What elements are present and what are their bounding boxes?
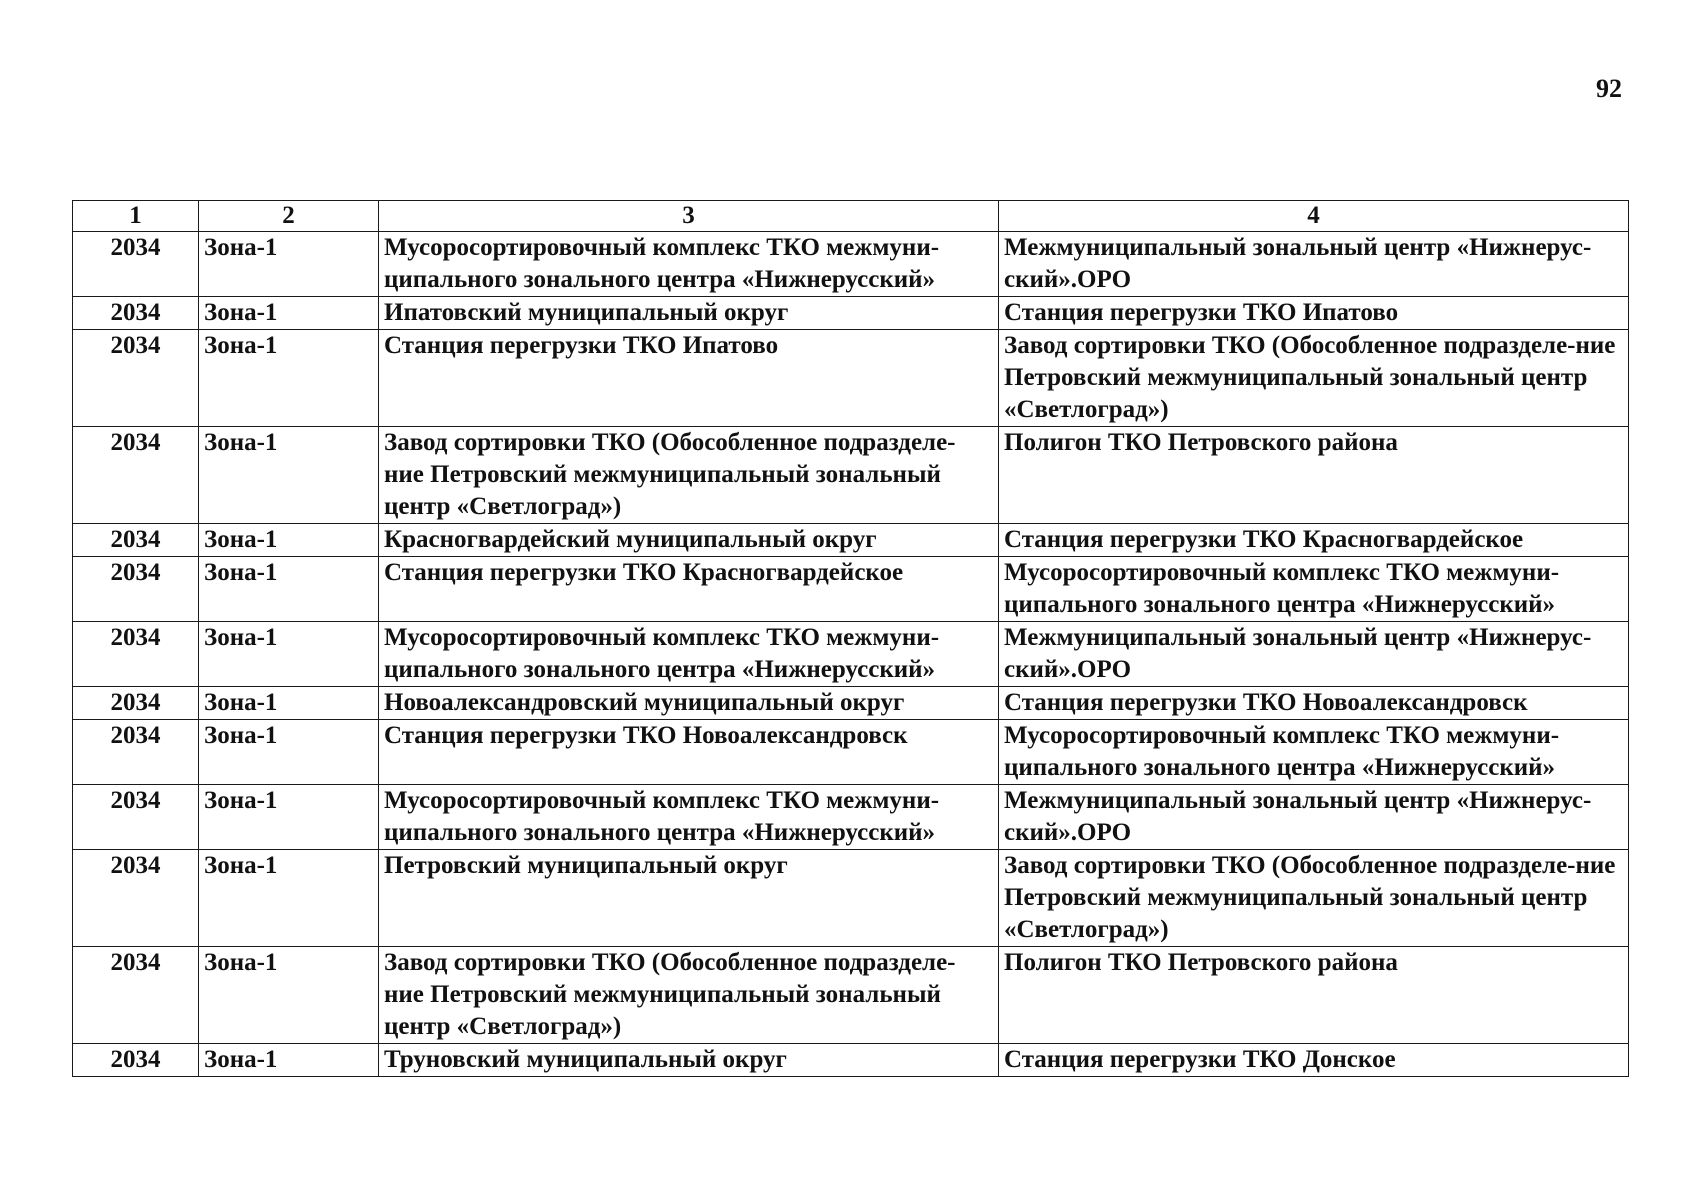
year-cell: 2034 — [73, 1044, 199, 1077]
destination-cell: Полигон ТКО Петровского района — [999, 947, 1629, 1044]
year-cell: 2034 — [73, 427, 199, 524]
destination-cell: Станция перегрузки ТКО Ипатово — [999, 297, 1629, 330]
table-row — [73, 785, 1629, 850]
table-row — [73, 850, 1629, 947]
table-row — [73, 687, 1629, 720]
table-row — [73, 427, 1629, 524]
table-row — [73, 232, 1629, 297]
source-cell: Ипатовский муниципальный округ — [379, 297, 999, 330]
table-row — [73, 557, 1629, 622]
year-cell: 2034 — [73, 947, 199, 1044]
year-cell: 2034 — [73, 297, 199, 330]
source-cell: Мусоросортировочный комплекс ТКО межмуни-ципального зонального центра «Нижнерусский» — [379, 785, 999, 850]
zone-cell: Зона-1 — [199, 1044, 379, 1077]
source-cell: Петровский муниципальный округ — [379, 850, 999, 947]
destination-cell: Завод сортировки ТКО (Обособленное подразделе-ние Петровский межмуниципальный зональный центр «Светлоград») — [999, 330, 1629, 427]
destination-cell: Мусоросортировочный комплекс ТКО межмуни-ципального зонального центра «Нижнерусский» — [999, 720, 1629, 785]
year-cell: 2034 — [73, 232, 199, 297]
year-cell: 2034 — [73, 622, 199, 687]
zone-cell: Зона-1 — [199, 427, 379, 524]
source-cell: Труновский муниципальный округ — [379, 1044, 999, 1077]
source-cell: Мусоросортировочный комплекс ТКО межмуни-ципального зонального центра «Нижнерусский» — [379, 232, 999, 297]
zone-cell: Зона-1 — [199, 297, 379, 330]
zone-cell: Зона-1 — [199, 947, 379, 1044]
zone-cell: Зона-1 — [199, 524, 379, 557]
zone-cell: Зона-1 — [199, 720, 379, 785]
destination-cell: Станция перегрузки ТКО Новоалександровск — [999, 687, 1629, 720]
column-header-4: 4 — [999, 201, 1629, 232]
source-cell: Станция перегрузки ТКО Красногвардейское — [379, 557, 999, 622]
destination-cell: Межмуниципальный зональный центр «Нижнерус-ский».ОРО — [999, 232, 1629, 297]
year-cell: 2034 — [73, 687, 199, 720]
zone-cell: Зона-1 — [199, 622, 379, 687]
source-cell: Завод сортировки ТКО (Обособленное подразделе-ние Петровский межмуниципальный зональный центр «Светлоград») — [379, 947, 999, 1044]
destination-cell: Станция перегрузки ТКО Красногвардейское — [999, 524, 1629, 557]
page-number: 92 — [1596, 74, 1622, 103]
destination-cell: Межмуниципальный зональный центр «Нижнерус-ский».ОРО — [999, 622, 1629, 687]
destination-cell: Завод сортировки ТКО (Обособленное подразделе-ние Петровский межмуниципальный зональный центр «Светлоград») — [999, 850, 1629, 947]
column-header-3: 3 — [379, 201, 999, 232]
header-row — [73, 201, 1629, 232]
source-cell: Красногвардейский муниципальный округ — [379, 524, 999, 557]
source-cell: Завод сортировки ТКО (Обособленное подразделе-ние Петровский межмуниципальный зональный центр «Светлоград») — [379, 427, 999, 524]
routes-table — [72, 200, 1629, 1077]
table-row — [73, 720, 1629, 785]
table-row — [73, 1044, 1629, 1077]
year-cell: 2034 — [73, 524, 199, 557]
source-cell: Мусоросортировочный комплекс ТКО межмуни-ципального зонального центра «Нижнерусский» — [379, 622, 999, 687]
zone-cell: Зона-1 — [199, 785, 379, 850]
zone-cell: Зона-1 — [199, 232, 379, 297]
year-cell: 2034 — [73, 720, 199, 785]
table-row — [73, 524, 1629, 557]
table-row — [73, 297, 1629, 330]
zone-cell: Зона-1 — [199, 557, 379, 622]
destination-cell: Мусоросортировочный комплекс ТКО межмуни-ципального зонального центра «Нижнерусский» — [999, 557, 1629, 622]
year-cell: 2034 — [73, 557, 199, 622]
table-row — [73, 947, 1629, 1044]
zone-cell: Зона-1 — [199, 850, 379, 947]
year-cell: 2034 — [73, 330, 199, 427]
column-header-1: 1 — [73, 201, 199, 232]
table-row — [73, 622, 1629, 687]
zone-cell: Зона-1 — [199, 330, 379, 427]
destination-cell: Межмуниципальный зональный центр «Нижнерус-ский».ОРО — [999, 785, 1629, 850]
destination-cell: Станция перегрузки ТКО Донское — [999, 1044, 1629, 1077]
source-cell: Новоалександровский муниципальный округ — [379, 687, 999, 720]
year-cell: 2034 — [73, 785, 199, 850]
source-cell: Станция перегрузки ТКО Новоалександровск — [379, 720, 999, 785]
table-row — [73, 330, 1629, 427]
zone-cell: Зона-1 — [199, 687, 379, 720]
destination-cell: Полигон ТКО Петровского района — [999, 427, 1629, 524]
source-cell: Станция перегрузки ТКО Ипатово — [379, 330, 999, 427]
column-header-2: 2 — [199, 201, 379, 232]
year-cell: 2034 — [73, 850, 199, 947]
